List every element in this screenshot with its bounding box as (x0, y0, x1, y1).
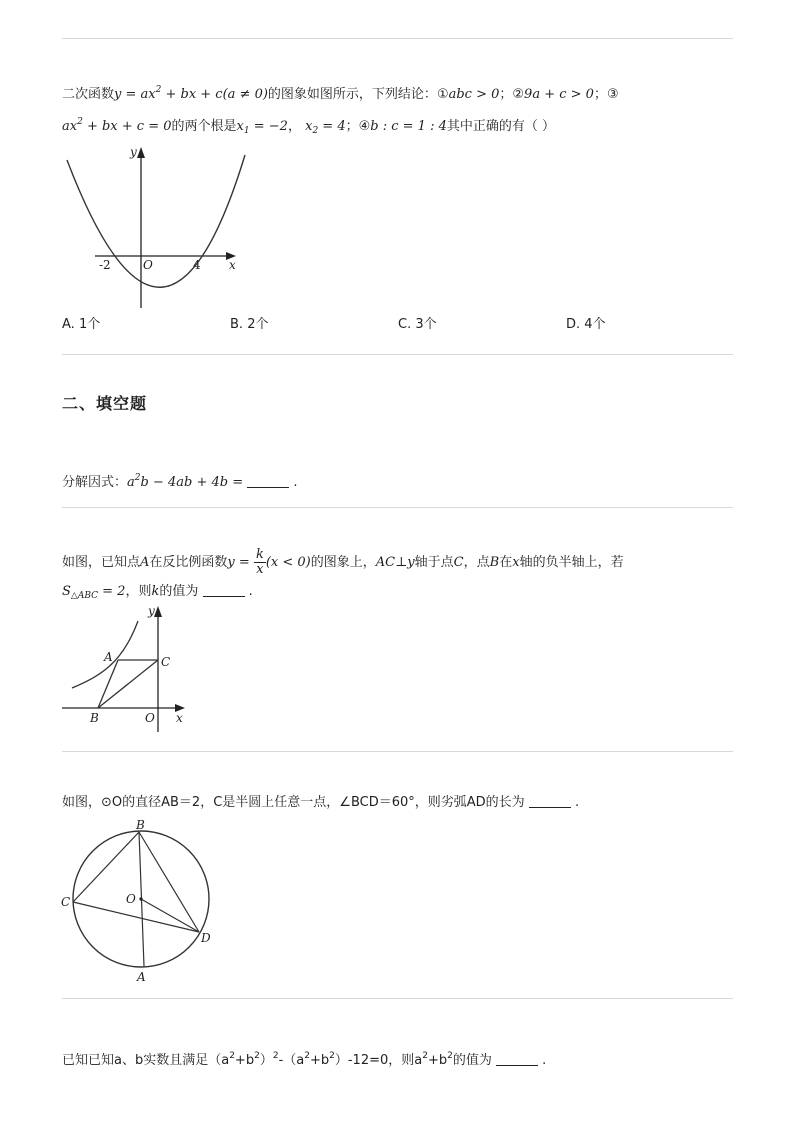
section-title: 二、填空题 (62, 394, 148, 413)
circle-figure (58, 815, 228, 985)
conclusion-2-mark: ② (512, 87, 525, 102)
divider (62, 38, 733, 39)
conclusion-3-mark: ③ (606, 87, 619, 102)
answer-blank[interactable] (529, 795, 571, 808)
root-1: $x_1 = -2$ (236, 119, 288, 136)
option-a[interactable]: A. 1个 (62, 317, 101, 332)
y-axis-label: y (148, 604, 155, 618)
area-expression: $S_{\triangle ABC} = 2$ (62, 584, 126, 601)
q5-line: 已知已知a、b实数且满足$(a^2+b^2)^2-(a^2+b^2)-12=0$，则$a^2+b^2$的值为 . (62, 1051, 547, 1068)
point-b-label: B (136, 818, 145, 832)
answer-blank[interactable] (247, 475, 289, 488)
center-point (139, 897, 142, 900)
q4-line: 如图，⊙O的直径AB＝2，C是半圆上任意一点，∠BCD＝60°，则劣弧AD的长为 . (62, 795, 580, 810)
divider (62, 751, 733, 752)
root-left-label: -2 (99, 258, 111, 272)
parabola-figure (60, 143, 260, 313)
fraction-k-over-x: $\frac{k}{x}$ (255, 547, 264, 577)
point-a-label: A (137, 970, 146, 984)
q1-line-2: $ax^2$ + bx + c = 0的两个根是$x_1 = -2$， $x_2 = 4$；④b : c = 1 : 4其中正确的有（ ） (62, 117, 556, 136)
segment-bc (98, 660, 158, 708)
q1-question: 其中正确的有（ ） (446, 119, 556, 134)
answer-blank[interactable] (496, 1053, 538, 1066)
q1-text: 的图象如图所示，下列结论： (267, 87, 437, 102)
option-d[interactable]: D. 4个 (566, 317, 606, 332)
q1-equation: $y = ax^2$ + bx + c(a ≠ 0) (114, 85, 268, 102)
origin-label: O (143, 258, 153, 272)
conclusion-1: abc > 0 (448, 87, 500, 102)
q2-expression: $a^2b - 4ab + 4b$ = (127, 473, 248, 490)
conclusion-2: 9a + c > 0 (524, 87, 594, 102)
origin-label: O (145, 711, 155, 725)
parabola-curve (67, 155, 245, 287)
point-b-label: B (90, 711, 99, 725)
divider (62, 998, 733, 999)
conclusion-4-mark: ④ (358, 119, 371, 134)
x-axis-label: x (176, 711, 183, 725)
conclusion-3: $ax^2$ + bx + c = 0 (62, 117, 172, 134)
q3-line-1: 如图，已知点A在反比例函数y = $\frac{k}{x}$ (x < 0)的图象上，AC⊥y轴于点C，点B在x轴的负半轴上，若 (62, 547, 624, 577)
chord-bd (139, 832, 199, 932)
root-2: $x_2 = 4$ (305, 119, 346, 136)
y-axis-arrow (154, 606, 162, 617)
option-c[interactable]: C. 3个 (398, 317, 437, 332)
answer-blank[interactable] (203, 584, 245, 597)
divider (62, 354, 733, 355)
chord-cd (73, 902, 199, 932)
q1-text: 二次函数 (62, 87, 115, 102)
q2-line: 分解因式：$a^2b - 4ab + 4b$ = . (62, 473, 298, 490)
conclusion-1-mark: ① (436, 87, 449, 102)
root-right-label: 4 (193, 258, 201, 272)
center-o-label: O (126, 892, 136, 906)
point-c-label: C (61, 895, 71, 909)
radius-od (141, 899, 199, 932)
point-c-label: C (161, 655, 171, 669)
divider (62, 507, 733, 508)
hyperbola-figure (60, 603, 190, 733)
x-axis-label: x (229, 258, 236, 272)
option-b[interactable]: B. 2个 (230, 317, 269, 332)
y-axis-label: y (130, 145, 137, 159)
y-axis-arrow (137, 147, 145, 158)
q1-line-1: 二次函数$y = ax^2$ + bx + c(a ≠ 0)的图象如图所示，下列结论：①abc > 0；②9a + c > 0；③ (62, 85, 619, 102)
q3-line-2: $S_{\triangle ABC} = 2$，则k的值为 . (62, 584, 253, 601)
point-a-label: A (104, 650, 113, 664)
point-d-label: D (201, 931, 211, 945)
conclusion-4: b : c = 1 : 4 (370, 119, 447, 134)
